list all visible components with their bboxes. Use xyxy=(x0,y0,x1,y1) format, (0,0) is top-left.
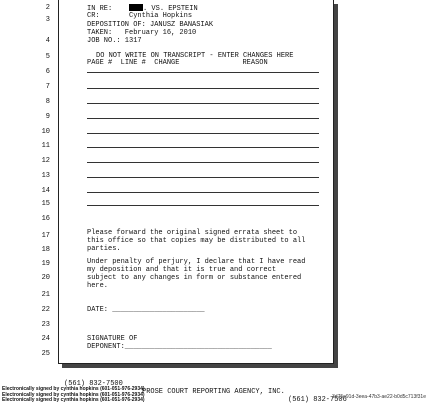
line-number: 16 xyxy=(41,215,50,223)
col-line: LINE # xyxy=(120,59,146,67)
line-number: 15 xyxy=(41,200,50,208)
col-change: CHANGE xyxy=(154,59,180,67)
phone-left: (561) 832-7500 xyxy=(64,380,123,388)
line-number: 18 xyxy=(41,246,50,254)
document-hash: 3d75e91d-3eea-47b3-ae22-b0d5c713f31e xyxy=(332,394,426,400)
line-number: 22 xyxy=(41,306,50,314)
line-number: 20 xyxy=(41,274,50,282)
line-number: 17 xyxy=(41,232,50,240)
esign-line: Electronically signed by cynthia hopkins (601-051-976-2934) xyxy=(2,392,145,398)
page-shadow-bottom xyxy=(62,364,338,368)
col-reason: REASON xyxy=(242,59,268,67)
redaction-block xyxy=(129,4,143,11)
line-number: 7 xyxy=(45,83,50,91)
change-entry-line[interactable] xyxy=(87,192,319,193)
reporter-name: Cynthia Hopkins xyxy=(129,12,193,20)
forward-line-1: Please forward the original signed errata sheet to xyxy=(87,229,298,237)
line-number: 5 xyxy=(45,53,50,61)
line-number: 4 xyxy=(45,37,50,45)
perjury-line-2: my deposition and that it is true and correct xyxy=(87,266,277,274)
change-entry-line[interactable] xyxy=(87,133,319,134)
line-number: 23 xyxy=(41,321,50,329)
line-number: 24 xyxy=(41,335,50,343)
cr-line xyxy=(87,12,192,20)
signature-label: SIGNATURE OF xyxy=(87,335,138,343)
change-entry-line[interactable] xyxy=(87,72,319,73)
phone-right: (561) 832-7506 xyxy=(288,396,347,404)
line-number: 14 xyxy=(41,187,50,195)
line-number: 12 xyxy=(41,157,50,165)
col-page: PAGE # xyxy=(87,59,113,67)
line-number: 2 xyxy=(45,4,50,12)
esign-line: Electronically signed by cynthia hopkins (601-051-976-2934) xyxy=(2,397,145,403)
forward-line-2: this office so that copies may be distributed to all xyxy=(87,237,306,245)
taken-date: TAKEN: February 16, 2010 xyxy=(87,29,197,37)
line-number: 9 xyxy=(45,113,50,121)
deposition-of: DEPOSITION OF: JANUSZ BANASIAK xyxy=(87,21,214,29)
line-number: 6 xyxy=(45,68,50,76)
line-number: 13 xyxy=(41,172,50,180)
esign-line: Electronically signed by cynthia hopkins (601-051-976-2934) xyxy=(2,386,145,392)
change-entry-line[interactable] xyxy=(87,162,319,163)
in-re-label: IN RE: xyxy=(87,5,113,13)
perjury-line-3: subject to any changes in form or substance entered xyxy=(87,274,302,282)
line-number: 19 xyxy=(41,260,50,268)
transcript-warning: DO NOT WRITE ON TRANSCRIPT - ENTER CHANGES HERE xyxy=(96,52,294,60)
line-number: 11 xyxy=(41,142,50,150)
column-headers xyxy=(87,59,268,67)
perjury-line-1: Under penalty of perjury, I declare that I have read xyxy=(87,258,306,266)
page-shadow-right xyxy=(334,4,338,368)
cr-label: CR: xyxy=(87,12,100,20)
change-entry-line[interactable] xyxy=(87,118,319,119)
line-number: 10 xyxy=(41,128,50,136)
job-number: JOB NO.: 1317 xyxy=(87,37,142,45)
line-number: 3 xyxy=(45,16,50,24)
change-entry-line[interactable] xyxy=(87,177,319,178)
deponent-signature-field[interactable]: DEPONENT:___________________________________ xyxy=(87,343,272,351)
agency-name: PROSE COURT REPORTING AGENCY, INC. xyxy=(142,388,285,396)
line-number: 8 xyxy=(45,98,50,106)
perjury-line-4: here. xyxy=(87,282,109,290)
date-field[interactable]: DATE: ______________________ xyxy=(87,306,205,314)
line-number: 25 xyxy=(41,350,50,358)
change-entry-line[interactable] xyxy=(87,103,319,104)
change-entry-line[interactable] xyxy=(87,205,319,206)
case-name: . VS. EPSTEIN xyxy=(143,5,198,13)
change-entry-line[interactable] xyxy=(87,147,319,148)
forward-line-3: parties. xyxy=(87,245,121,253)
change-entry-line[interactable] xyxy=(87,88,319,89)
line-number: 21 xyxy=(41,291,50,299)
